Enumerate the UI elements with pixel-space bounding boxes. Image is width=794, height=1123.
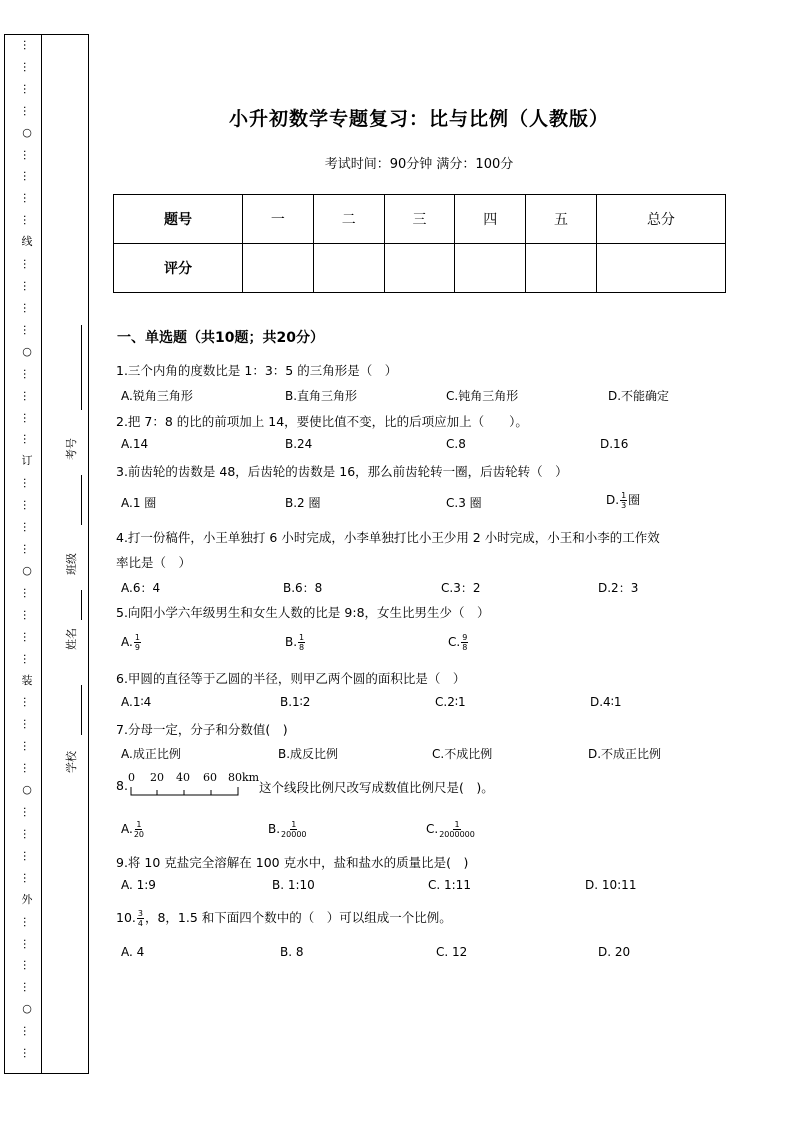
question-text: 这个线段比例尺改写成数值比例尺是( )。 bbox=[259, 780, 494, 795]
dot-mark: … bbox=[21, 258, 34, 270]
dot-mark: … bbox=[21, 631, 34, 643]
option-b[interactable]: B.24 bbox=[285, 437, 313, 451]
option-d[interactable]: D.不成正比例 bbox=[588, 747, 662, 761]
scale-label: 80km bbox=[228, 771, 260, 784]
question-number: 8. bbox=[116, 778, 128, 793]
circle-mark: ○ bbox=[22, 345, 32, 358]
option-b[interactable]: B.2 圈 bbox=[285, 496, 321, 510]
fraction-denominator: 20000 bbox=[281, 830, 307, 839]
question-number: 10. bbox=[116, 910, 136, 925]
dot-mark: … bbox=[21, 105, 34, 117]
option-b[interactable] bbox=[285, 633, 306, 652]
score-table bbox=[113, 194, 726, 293]
option-prefix: B. bbox=[268, 822, 281, 836]
fraction-numerator: 3 bbox=[137, 909, 143, 918]
option-a[interactable]: A. 4 bbox=[121, 945, 145, 959]
option-prefix: A. bbox=[121, 635, 133, 649]
option-a[interactable]: A. 1:9 bbox=[121, 878, 156, 892]
question-text: 3.前齿轮的齿数是 48，后齿轮的齿数是 16，那么前齿轮转一圈，后齿轮转（ ） bbox=[116, 464, 568, 479]
fraction bbox=[620, 491, 627, 510]
question-text bbox=[116, 908, 452, 928]
option-c[interactable]: C.3：2 bbox=[441, 581, 481, 595]
fraction bbox=[134, 820, 144, 839]
name-line bbox=[81, 590, 82, 620]
option-b[interactable]: B.直角三角形 bbox=[285, 389, 358, 403]
dot-mark: … bbox=[21, 1025, 34, 1037]
option-c[interactable]: C.2∶1 bbox=[435, 695, 466, 709]
dot-mark: … bbox=[21, 696, 34, 708]
fraction-denominator: 9 bbox=[134, 643, 140, 652]
fraction-numerator: 1 bbox=[454, 820, 460, 829]
dot-mark: … bbox=[21, 828, 34, 840]
option-a[interactable]: A.成正比例 bbox=[121, 747, 181, 761]
fraction-denominator: 8 bbox=[462, 643, 468, 652]
score-cell: 一 bbox=[243, 195, 314, 244]
option-a[interactable]: A.1 圈 bbox=[121, 496, 157, 510]
option-d[interactable] bbox=[606, 491, 640, 510]
option-prefix: A. bbox=[121, 822, 133, 836]
fraction-denominator: 8 bbox=[299, 643, 305, 652]
score-input-cell[interactable] bbox=[243, 244, 314, 293]
option-prefix: B. bbox=[285, 635, 298, 649]
option-d[interactable]: D.不能确定 bbox=[608, 389, 670, 403]
class-line bbox=[81, 475, 82, 525]
dot-mark: … bbox=[21, 39, 34, 51]
score-cell: 二 bbox=[313, 195, 384, 244]
circle-mark: ○ bbox=[22, 564, 32, 577]
scale-bar bbox=[128, 771, 263, 801]
fraction-numerator: 1 bbox=[134, 633, 140, 642]
fraction-numerator: 1 bbox=[621, 491, 627, 500]
dot-mark: … bbox=[21, 324, 34, 336]
option-prefix: C. bbox=[426, 822, 439, 836]
exam-no-field[interactable] bbox=[57, 325, 87, 465]
fraction bbox=[461, 633, 468, 652]
dot-mark: … bbox=[21, 192, 34, 204]
dot-mark: … bbox=[21, 981, 34, 993]
fraction-numerator: 9 bbox=[462, 633, 468, 642]
scale-line bbox=[128, 785, 243, 797]
option-b[interactable]: B.6：8 bbox=[283, 581, 323, 595]
dot-mark: … bbox=[21, 521, 34, 533]
dot-mark: … bbox=[21, 938, 34, 950]
option-b[interactable]: B.1∶2 bbox=[280, 695, 311, 709]
fraction-numerator: 1 bbox=[291, 820, 297, 829]
cut-line-marks bbox=[17, 35, 37, 1073]
option-suffix: 圈 bbox=[628, 493, 641, 507]
class-label: 班级 bbox=[65, 553, 78, 575]
page-title: 小升初数学专题复习：比与比例（人教版） bbox=[228, 108, 609, 130]
fraction bbox=[298, 633, 305, 652]
scale-label: 40 bbox=[176, 771, 190, 784]
dot-mark: … bbox=[21, 477, 34, 489]
score-cell: 总分 bbox=[596, 195, 725, 244]
question-text: 5.向阳小学六年级男生和女生人数的比是 9:8，女生比男生少（ ） bbox=[116, 605, 490, 620]
score-input-cell[interactable] bbox=[596, 244, 725, 293]
cut-label: 装 bbox=[21, 674, 33, 687]
dot-mark: … bbox=[21, 368, 34, 380]
option-c[interactable]: C. 1:11 bbox=[428, 878, 471, 892]
dot-mark: … bbox=[21, 280, 34, 292]
score-input-cell[interactable] bbox=[455, 244, 526, 293]
option-d[interactable]: D.2：3 bbox=[598, 581, 639, 595]
option-c[interactable]: C. 12 bbox=[436, 945, 468, 959]
option-c[interactable]: C.钝角三角形 bbox=[446, 389, 519, 403]
dot-mark: … bbox=[21, 740, 34, 752]
option-d[interactable]: D.4∶1 bbox=[590, 695, 622, 709]
question-text: 1.三个内角的度数比是 1：3：5 的三角形是（ ） bbox=[116, 363, 398, 378]
dot-mark: … bbox=[21, 762, 34, 774]
score-input-cell[interactable] bbox=[384, 244, 455, 293]
scale-label: 20 bbox=[150, 771, 164, 784]
fraction bbox=[281, 820, 306, 839]
score-input-cell[interactable] bbox=[526, 244, 597, 293]
fraction-denominator: 4 bbox=[137, 919, 143, 928]
binding-divider bbox=[41, 35, 42, 1073]
option-a[interactable]: A.6：4 bbox=[121, 581, 161, 595]
dot-mark: … bbox=[21, 806, 34, 818]
option-prefix: C. bbox=[448, 635, 461, 649]
school-label: 学校 bbox=[65, 751, 78, 773]
dot-mark: … bbox=[21, 872, 34, 884]
dot-mark: … bbox=[21, 850, 34, 862]
dot-mark: … bbox=[21, 916, 34, 928]
dot-mark: … bbox=[21, 390, 34, 402]
option-b[interactable]: B.成反比例 bbox=[278, 747, 339, 761]
option-prefix: D. bbox=[606, 493, 620, 507]
exam-info: 考试时间：90分钟 满分：100分 bbox=[324, 157, 514, 172]
score-cell: 三 bbox=[384, 195, 455, 244]
dot-mark: … bbox=[21, 302, 34, 314]
question-body: ，8，1.5 和下面四个数中的（ ）可以组成一个比例。 bbox=[144, 910, 452, 925]
dot-mark: … bbox=[21, 609, 34, 621]
dot-mark: … bbox=[21, 959, 34, 971]
dot-mark: … bbox=[21, 433, 34, 445]
dot-mark: … bbox=[21, 149, 34, 161]
score-cell: 题号 bbox=[114, 195, 243, 244]
option-a[interactable]: A.14 bbox=[121, 437, 149, 451]
question-text: 6.甲圆的直径等于乙圆的半径，则甲乙两个圆的面积比是（ ） bbox=[116, 671, 466, 686]
dot-mark: … bbox=[21, 543, 34, 555]
question-text: 7.分母一定，分子和分数值( ) bbox=[116, 722, 288, 737]
name-label: 姓名 bbox=[65, 628, 78, 650]
dot-mark: … bbox=[21, 653, 34, 665]
option-d[interactable]: D. 10:11 bbox=[585, 878, 637, 892]
dot-mark: … bbox=[21, 83, 34, 95]
option-c[interactable]: C.3 圈 bbox=[446, 496, 482, 510]
name-field[interactable] bbox=[57, 545, 87, 665]
score-input-cell[interactable] bbox=[313, 244, 384, 293]
fraction-denominator: 3 bbox=[621, 501, 627, 510]
cut-label: 外 bbox=[21, 893, 33, 906]
option-b[interactable] bbox=[268, 820, 308, 839]
score-table-header-row bbox=[114, 195, 726, 244]
school-line bbox=[81, 685, 82, 735]
score-cell: 评分 bbox=[114, 244, 243, 293]
dot-mark: … bbox=[21, 61, 34, 73]
option-a[interactable] bbox=[121, 820, 145, 839]
section-heading: 一、单选题（共10题；共20分） bbox=[117, 330, 324, 346]
question-text: 9.将 10 克盐完全溶解在 100 克水中，盐和盐水的质量比是( ) bbox=[116, 855, 469, 870]
dot-mark: … bbox=[21, 587, 34, 599]
option-a[interactable]: A.锐角三角形 bbox=[121, 389, 193, 403]
fraction bbox=[137, 909, 144, 928]
fraction-numerator: 1 bbox=[136, 820, 142, 829]
circle-mark: ○ bbox=[22, 1002, 32, 1015]
circle-mark: ○ bbox=[22, 126, 32, 139]
circle-mark: ○ bbox=[22, 783, 32, 796]
fraction bbox=[439, 820, 475, 839]
score-table-score-row bbox=[114, 244, 726, 293]
option-c[interactable]: C.8 bbox=[446, 437, 466, 451]
cut-label: 订 bbox=[21, 454, 33, 467]
option-c[interactable] bbox=[426, 820, 476, 839]
scale-label: 60 bbox=[203, 771, 217, 784]
fraction-numerator: 1 bbox=[299, 633, 305, 642]
scale-label: 0 bbox=[128, 771, 135, 784]
question-text: 4.打一份稿件，小王单独打 6 小时完成，小李单独打比小王少用 2 小时完成，小王和小李的工作效 bbox=[116, 530, 660, 545]
dot-mark: … bbox=[21, 1047, 34, 1059]
question-text-cont: 率比是（ ） bbox=[116, 555, 192, 570]
dot-mark: … bbox=[21, 412, 34, 424]
option-a[interactable]: A.1∶4 bbox=[121, 695, 152, 709]
option-d[interactable]: D. 20 bbox=[598, 945, 631, 959]
option-a[interactable] bbox=[121, 633, 142, 652]
fraction-denominator: 20 bbox=[133, 830, 144, 839]
option-b[interactable]: B. 8 bbox=[280, 945, 304, 959]
score-cell: 五 bbox=[526, 195, 597, 244]
dot-mark: … bbox=[21, 718, 34, 730]
binding-margin bbox=[4, 34, 89, 1074]
fraction-denominator: 2000000 bbox=[439, 830, 475, 839]
option-b[interactable]: B. 1:10 bbox=[272, 878, 315, 892]
exam-no-label: 考号 bbox=[65, 438, 78, 460]
option-c[interactable] bbox=[448, 633, 469, 652]
school-field[interactable] bbox=[57, 685, 87, 785]
option-d[interactable]: D.16 bbox=[600, 437, 629, 451]
exam-no-line bbox=[81, 325, 82, 410]
fraction bbox=[134, 633, 141, 652]
dot-mark: … bbox=[21, 170, 34, 182]
score-cell: 四 bbox=[455, 195, 526, 244]
dot-mark: … bbox=[21, 214, 34, 226]
question-text: 2.把 7：8 的比的前项加上 14，要使比值不变，比的后项应加上（ ）。 bbox=[116, 414, 528, 429]
option-c[interactable]: C.不成比例 bbox=[432, 747, 493, 761]
cut-label: 线 bbox=[21, 235, 33, 248]
dot-mark: … bbox=[21, 499, 34, 511]
